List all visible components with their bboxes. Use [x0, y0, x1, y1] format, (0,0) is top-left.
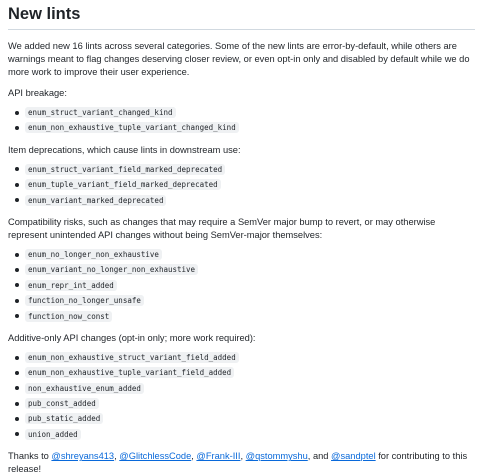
list-item [25, 293, 475, 308]
list-item [25, 427, 475, 442]
bullet-icon [15, 299, 19, 303]
list-item [25, 309, 475, 324]
bullet-icon [15, 356, 19, 360]
contributor-link-sandptel[interactable]: @sandptel [331, 451, 376, 462]
list-item [25, 262, 475, 277]
bullet-icon [15, 198, 19, 202]
lint-name: pub_static_added [25, 413, 103, 424]
lint-name: non_exhaustive_enum_added [25, 383, 144, 394]
lint-name: enum_repr_int_added [25, 280, 117, 291]
bullet-icon [15, 386, 19, 390]
lint-name: enum_struct_variant_field_marked_deprecated [25, 164, 225, 175]
bullet-icon [15, 111, 19, 115]
section-heading: New lints [8, 3, 475, 30]
lint-list [8, 247, 475, 324]
lint-name: enum_non_exhaustive_struct_variant_field_added [25, 352, 239, 363]
list-item [25, 365, 475, 380]
list-item [25, 278, 475, 293]
section-label: API breakage: [8, 88, 67, 98]
thanks-paragraph [8, 450, 475, 476]
bullet-icon [15, 126, 19, 130]
lint-name: function_now_const [25, 311, 112, 322]
thanks-prefix: Thanks to [8, 451, 52, 462]
contributor-link-glitchlesscode[interactable]: @GlitchlessCode [119, 451, 192, 462]
bullet-icon [15, 283, 19, 287]
separator: , and [307, 451, 332, 462]
lint-name: enum_non_exhaustive_tuple_variant_field_added [25, 367, 234, 378]
list-item [25, 105, 475, 120]
list-item [25, 411, 475, 426]
contributor-link-qstommyshu[interactable]: @qstommyshu [245, 451, 308, 462]
list-item [25, 396, 475, 411]
bullet-icon [15, 417, 19, 421]
list-item [25, 177, 475, 192]
bullet-icon [15, 371, 19, 375]
lint-name: enum_struct_variant_changed_kind [25, 107, 176, 118]
separator: , [191, 451, 197, 462]
bullet-icon [15, 314, 19, 318]
bullet-icon [15, 268, 19, 272]
lint-name: union_added [25, 429, 81, 440]
list-item [25, 381, 475, 396]
lint-name: enum_no_longer_non_exhaustive [25, 249, 162, 260]
list-item [25, 247, 475, 262]
contributor-link-frank-iii[interactable]: @Frank-III [196, 451, 241, 462]
bullet-icon [15, 167, 19, 171]
thanks-suffix: for contributing to this release! [8, 451, 468, 475]
separator: , [114, 451, 120, 462]
list-item [25, 193, 475, 208]
lint-sections [8, 87, 475, 442]
intro-paragraph: We added new 16 lints across several categories. Some of the new lints are error-by-default, while others are warnings meant to flag changes deserving closer review, or even opt-in only and disabled by default while we do more work to improve their user experience. [8, 41, 470, 77]
lint-list [8, 162, 475, 208]
bullet-icon [15, 432, 19, 436]
section-label: Item deprecations, which cause lints in downstream use: [8, 144, 241, 155]
bullet-icon [15, 253, 19, 257]
lint-name: enum_tuple_variant_field_marked_deprecated [25, 179, 221, 190]
list-item [25, 120, 475, 135]
lint-list [8, 350, 475, 442]
lint-name: enum_variant_marked_deprecated [25, 195, 166, 206]
list-item [25, 162, 475, 177]
list-item [25, 350, 475, 365]
lint-name: pub_const_added [25, 398, 99, 409]
bullet-icon [15, 183, 19, 187]
bullet-icon [15, 402, 19, 406]
lint-name: function_no_longer_unsafe [25, 295, 144, 306]
contributor-link-shreyans413[interactable]: @shreyans413 [51, 451, 115, 462]
lint-name: enum_non_exhaustive_tuple_variant_changed_kind [25, 122, 239, 133]
separator: , [240, 451, 246, 462]
lint-name: enum_variant_no_longer_non_exhaustive [25, 264, 198, 275]
lint-list [8, 105, 475, 136]
section-label: Compatibility risks, such as changes that may require a SemVer major bump to revert, or may otherwise represent unintended API changes without being SemVer-major themselves: [8, 216, 436, 240]
section-label: Additive-only API changes (opt-in only; more work required): [8, 332, 256, 343]
